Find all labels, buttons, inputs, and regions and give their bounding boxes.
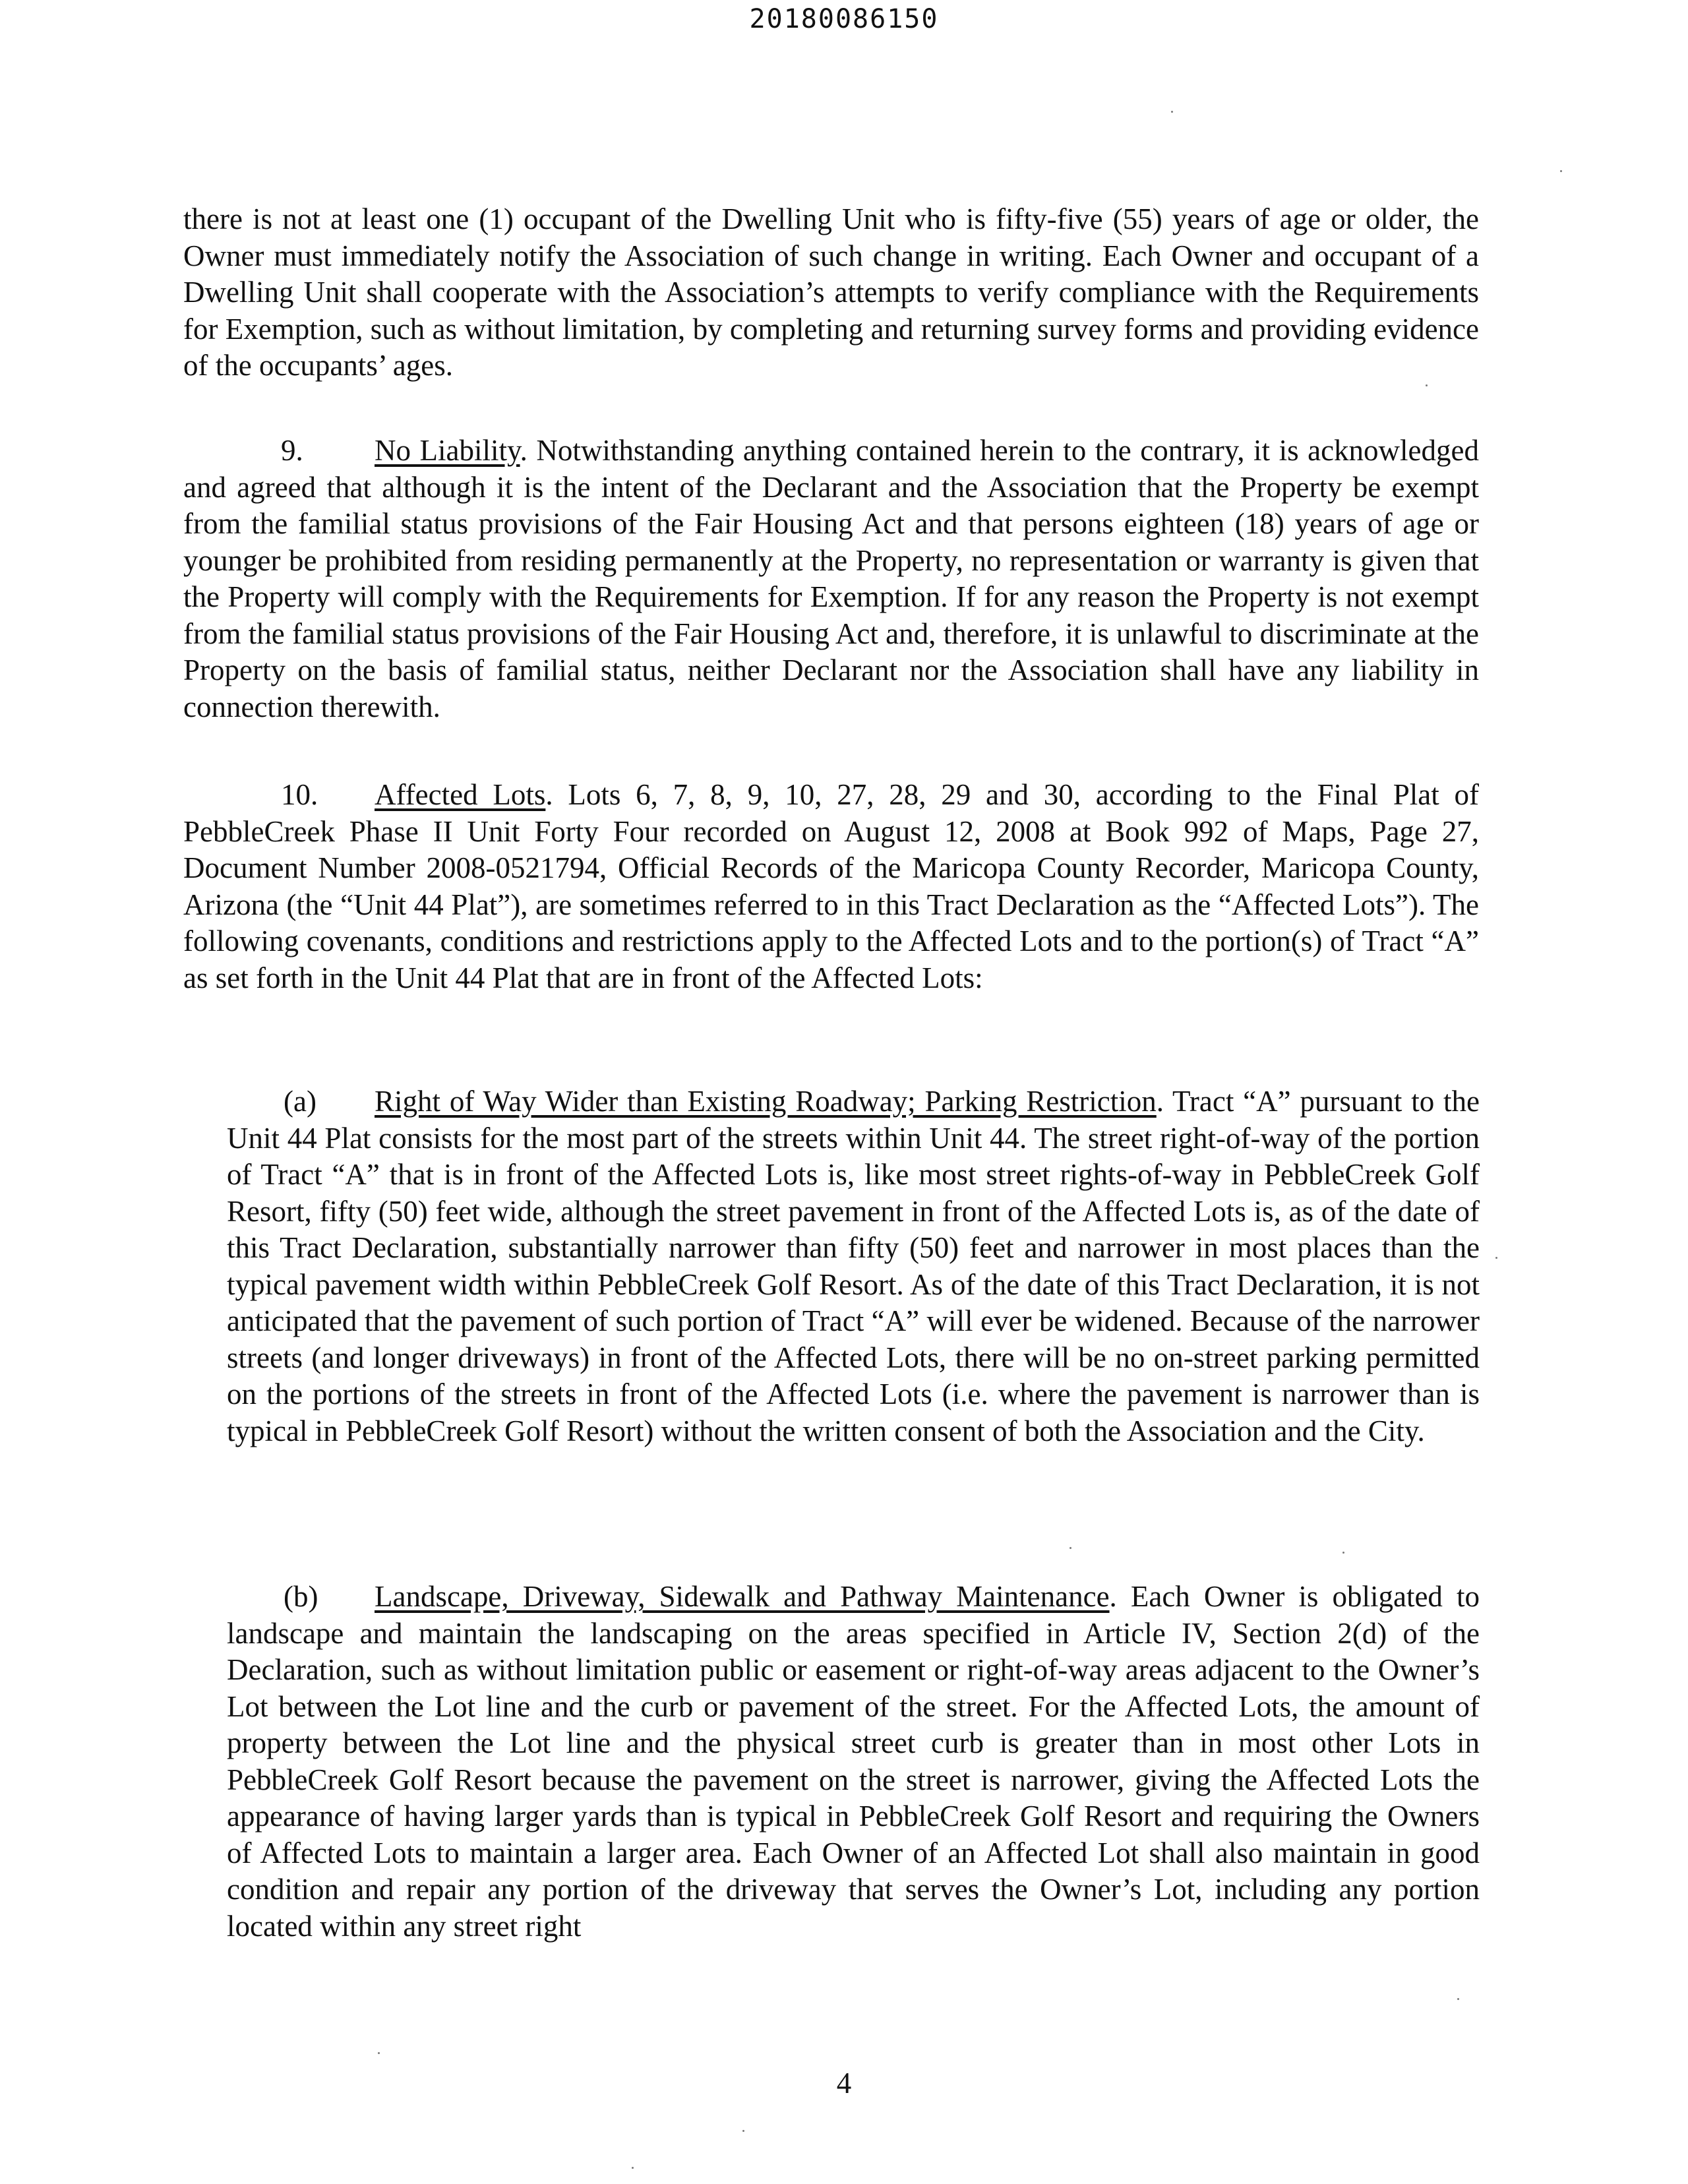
subsection-b-title: Landscape, Driveway, Sidewalk and Pathway Maintenance bbox=[375, 1580, 1110, 1613]
document-number: 20180086150 bbox=[749, 4, 939, 34]
paragraph-intro bbox=[183, 201, 1479, 384]
subsection-b-label: (b) bbox=[284, 1580, 318, 1613]
scan-speck bbox=[1495, 1257, 1497, 1259]
section-9-title: No Liability bbox=[375, 434, 520, 467]
subsection-a-label: (a) bbox=[284, 1085, 316, 1118]
subsection-b bbox=[227, 1579, 1480, 1945]
scan-speck bbox=[1070, 1547, 1071, 1549]
paragraph-intro-text: there is not at least one (1) occupant of the Dwelling Unit who is fifty-five (55) years of age or older, the Owner must immediately notify the Association of such change in writing. Each Owner and occupant of a Dwelling Unit shall cooperate with the Association’s attempts to verify compliance with the Requirements for Exemption, such as without limitation, by completing and returning survey forms and providing evidence of the occupants’ ages. bbox=[183, 202, 1479, 382]
subsection-b-text: . Each Owner is obligated to landscape and maintain the landscaping on the areas specified in Article IV, Section 2(d) of the Declaration, such as without limitation public or easement or right-of-way areas adjacent to the Owner’s Lot between the Lot line and the curb or pavement of the street. For the Affected Lots, the amount of property between the Lot line and the physical street curb is greater than in most other Lots in PebbleCreek Golf Resort because the pavement on the street is narrower, giving the Affected Lots the appearance of having larger yards than is typical in PebbleCreek Golf Resort and requiring the Owners of Affected Lots to maintain a larger area. Each Owner of an Affected Lot shall also maintain in good condition and repair any portion of the driveway that serves the Owner’s Lot, including any portion located within any street right bbox=[227, 1580, 1480, 1943]
section-10-text: . Lots 6, 7, 8, 9, 10, 27, 28, 29 and 30, according to the Final Plat of PebbleCreek Phase II Unit Forty Four recorded on August 12, 2008 at Book 992 of Maps, Page 27, Document Number 2008-0521794, Official Records of the Maricopa County Recorder, Maricopa County, Arizona (the “Unit 44 Plat”), are sometimes referred to in this Tract Declaration as the “Affected Lots”). The following covenants, conditions and restrictions apply to the Affected Lots and to the portion(s) of Tract “A” as set forth in the Unit 44 Plat that are in front of the Affected Lots: bbox=[183, 778, 1479, 994]
section-10 bbox=[183, 777, 1479, 996]
scan-speck bbox=[632, 2167, 634, 2169]
scan-speck bbox=[1342, 1552, 1344, 1554]
section-9-text: . Notwithstanding anything contained herein to the contrary, it is acknowledged and agreed that although it is the intent of the Declarant and the Association that the Property be exempt from the familial status provisions of the Fair Housing Act and that persons eighteen (18) years of age or younger be prohibited from residing permanently at the Property, no representation or warranty is given that the Property will comply with the Requirements for Exemption. If for any reason the Property is not exempt from the familial status provisions of the Fair Housing Act and, therefore, it is unlawful to discriminate at the Property on the basis of familial status, neither Declarant nor the Association shall have any liability in connection therewith. bbox=[183, 434, 1479, 723]
scan-speck bbox=[1560, 170, 1562, 172]
subsection-a bbox=[227, 1083, 1480, 1449]
section-9 bbox=[183, 433, 1479, 725]
scan-speck bbox=[1171, 111, 1173, 113]
scan-speck bbox=[378, 2052, 380, 2054]
scan-speck bbox=[742, 2130, 744, 2132]
page-number: 4 bbox=[836, 2067, 852, 2100]
subsection-a-text: . Tract “A” pursuant to the Unit 44 Plat consists for the most part of the streets within Unit 44. The street right-of-way of the portion of Tract “A” that is in front of the Affected Lots is, like most street rights-of-way in PebbleCreek Golf Resort, fifty (50) feet wide, although the street pavement in front of the Affected Lots is, as of the date of this Tract Declaration, substantially narrower than fifty (50) feet and narrower in most places than the typical pavement width within PebbleCreek Golf Resort. As of the date of this Tract Declaration, it is not anticipated that the pavement of such portion of Tract “A” will ever be widened. Because of the narrower streets (and longer driveways) in front of the Affected Lots, there will be no on-street parking permitted on the portions of the streets in front of the Affected Lots (i.e. where the pavement is narrower than is typical in PebbleCreek Golf Resort) without the written consent of both the Association and the City. bbox=[227, 1085, 1480, 1447]
section-10-number: 10. bbox=[281, 778, 318, 811]
scan-speck bbox=[1426, 384, 1428, 386]
section-10-title: Affected Lots bbox=[375, 778, 546, 811]
subsection-a-title: Right of Way Wider than Existing Roadway; Parking Restriction bbox=[375, 1085, 1157, 1118]
scan-speck bbox=[1457, 1998, 1459, 2000]
section-9-number: 9. bbox=[281, 434, 303, 467]
